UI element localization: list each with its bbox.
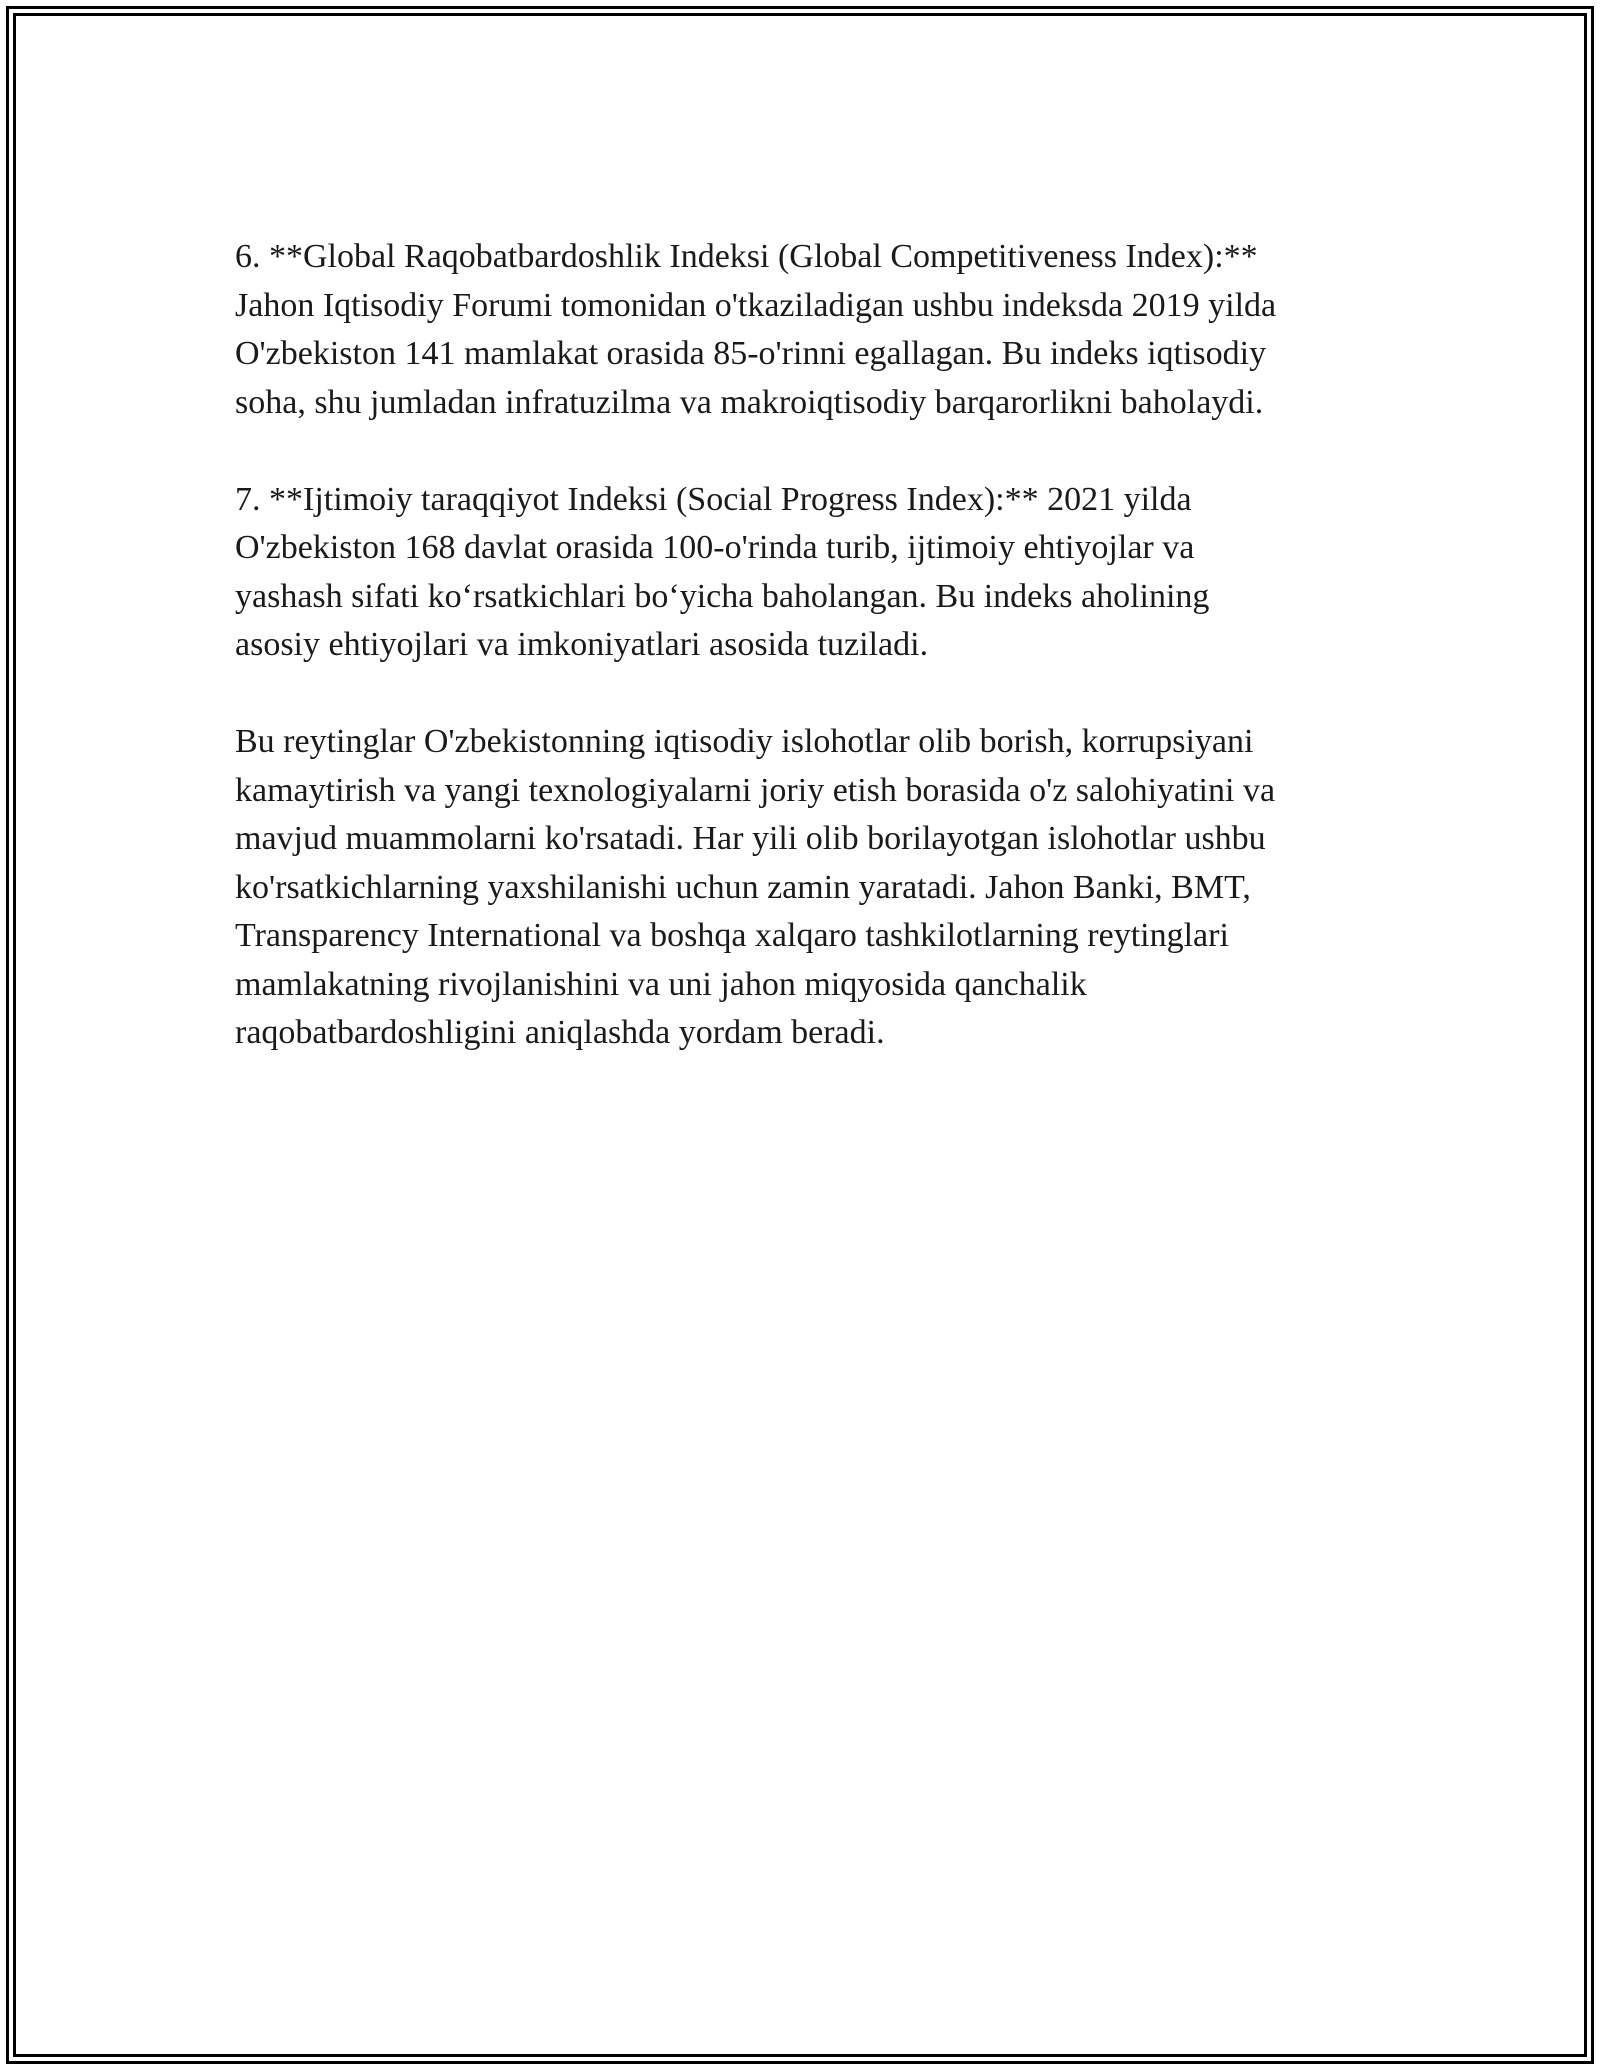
paragraph-conclusion: Bu reytinglar O'zbekistonning iqtisodiy islohotlar olib borish, korrupsiyani kamaytirish va yangi texnologiyalarni joriy etish borasida o'z salohiyatini va mavjud muammolarni ko'rsatadi. Har yili olib borilayotgan islohotlar ushbu ko'rsatkichlarning yaxshilanishi uchun zamin yaratadi. Jahon Banki, BMT, Transparency International va boshqa xalqaro tashkilotlarning reytinglari mamlakatning rivojlanishini va uni jahon miqyosida qanchalik raqobatbardoshligini aniqlashda yordam beradi. xyxy=(235,723,1276,1051)
document-body xyxy=(235,233,1380,1106)
paragraph-global-competitiveness-index: 6. **Global Raqobatbardoshlik Indeksi (Global Competitiveness Index):** Jahon Iqtisodiy Forumi tomonidan o'tkaziladigan ushbu indeksda 2019 yilda O'zbekiston 141 mamlakat orasida 85-o'rinni egallagan. Bu indeks iqtisodiy soha, shu jumladan infratuzilma va makroiqtisodiy barqarorlikni baholaydi. xyxy=(235,238,1277,421)
paragraph-social-progress-index: 7. **Ijtimoiy taraqqiyot Indeksi (Social Progress Index):** 2021 yilda O'zbekiston 168 davlat orasida 100-o'rinda turib, ijtimoiy ehtiyojlar va yashash sifati ko‘rsatkichlari bo‘yicha baholangan. Bu indeks aholining asosiy ehtiyojlari va imkoniyatlari asosida tuziladi. xyxy=(235,480,1210,663)
